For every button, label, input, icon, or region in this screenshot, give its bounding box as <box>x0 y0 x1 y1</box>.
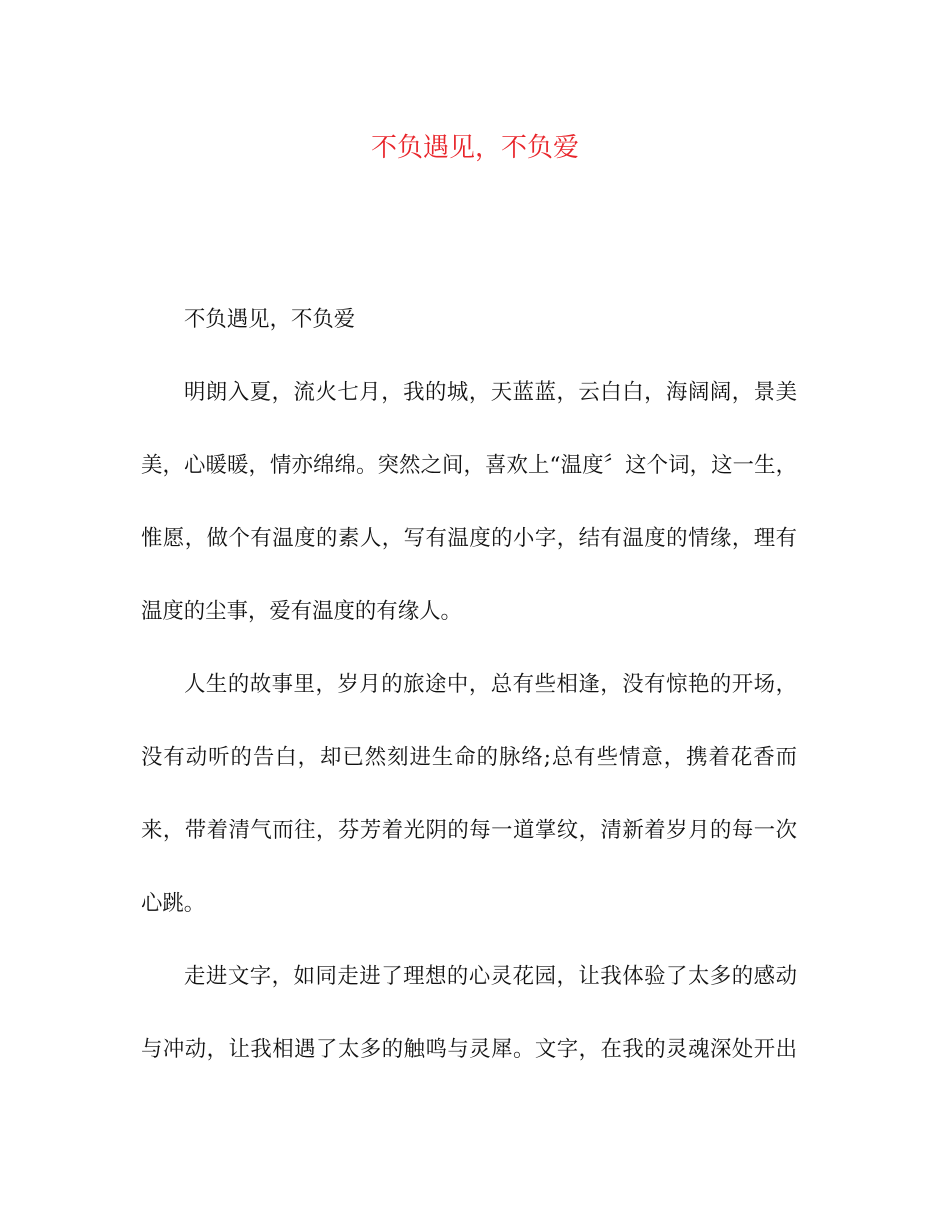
text-line: 惟愿，做个有温度的素人，写有温度的小字，结有温度的情缘，理有 <box>141 526 797 551</box>
text-line: 美，心暖暖，情亦绵绵。突然之间，喜欢上“温度〞这个词，这一生， <box>141 453 797 478</box>
text-line: 心跳。 <box>141 891 206 916</box>
text-line: 明朗入夏，流火七月，我的城，天蓝蓝，云白白，海阔阔，景美 <box>184 380 797 405</box>
text-line: 温度的尘事，爱有温度的有缘人。 <box>141 599 462 624</box>
text-line: 走进文字，如同走进了理想的心灵花园，让我体验了太多的感动 <box>184 964 797 989</box>
text-line: 人生的故事里，岁月的旅途中，总有些相逢，没有惊艳的开场， <box>184 672 797 697</box>
document-body <box>141 283 797 1086</box>
text-line: 与冲动，让我相遇了太多的触鸣与灵犀。文字，在我的灵魂深处开出 <box>141 1037 797 1062</box>
text-line: 来，带着清气而往，芬芳着光阴的每一道掌纹，清新着岁月的每一次 <box>141 818 797 843</box>
text-line: 不负遇见，不负爱 <box>184 307 356 332</box>
paragraph <box>141 940 797 1086</box>
paragraph <box>141 356 797 648</box>
paragraph <box>141 648 797 940</box>
text-line: 没有动听的告白，却已然刻进生命的脉络;总有些情意，携着花香而 <box>141 745 797 770</box>
document-title: 不负遇见，不负爱 <box>370 133 579 163</box>
paragraph <box>141 283 797 356</box>
